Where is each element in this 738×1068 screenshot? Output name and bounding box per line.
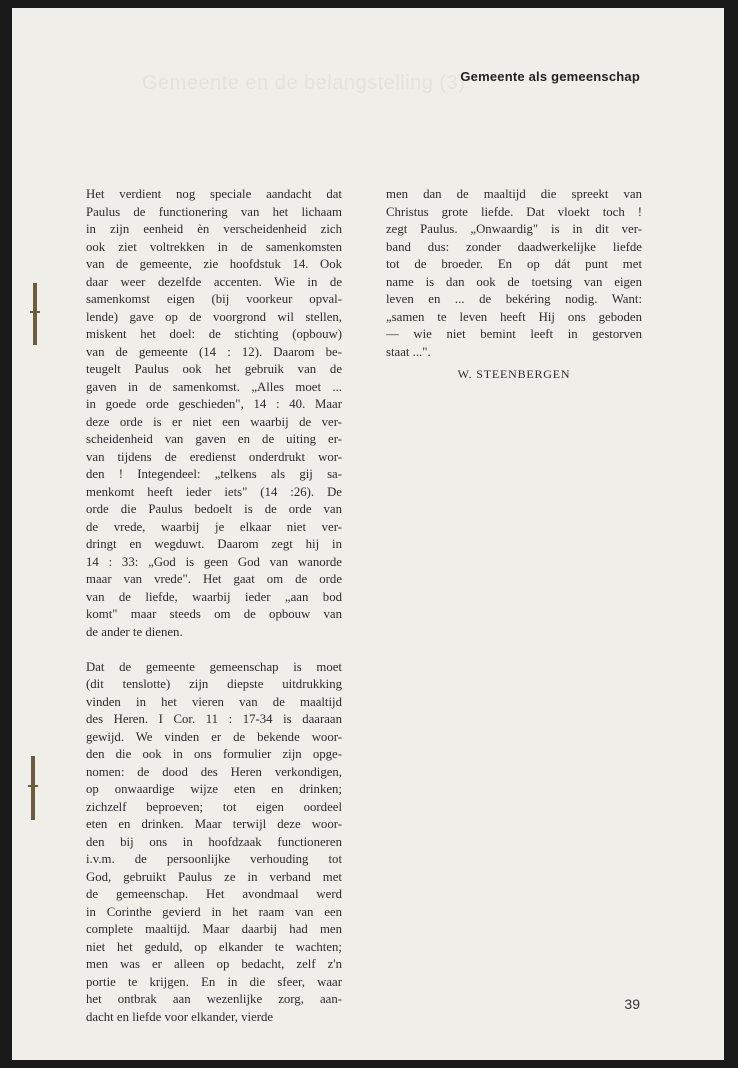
text-line: name is dan ook de toetsing van eigen — [386, 274, 642, 289]
text-line: vinden in het vieren van de maaltijd — [86, 694, 342, 709]
text-line: ook ziet voltrekken in de samenkomsten — [86, 239, 342, 254]
binding-thread — [31, 756, 35, 820]
text-line: Dat de gemeente gemeenschap is moet — [86, 659, 342, 674]
text-line: nomen: de dood des Heren verkondigen, — [86, 764, 342, 779]
text-line: van de gemeente (14 : 12). Daarom be- — [86, 344, 342, 359]
text-line: men was er alleen op bedacht, zelf z'n — [86, 957, 342, 971]
text-line: dringt en wegduwt. Daarom zegt hij in — [86, 537, 342, 551]
text-line: zichzelf beproeven; tot eigen oordeel — [86, 799, 342, 814]
text-line: portie te krijgen. En in die sfeer, waar — [86, 974, 342, 989]
text-line: de ander te dienen. — [86, 624, 183, 639]
text-line: — wie niet bemint leeft in gestorven — [386, 327, 642, 341]
paragraph — [86, 186, 342, 641]
right-column — [386, 186, 642, 361]
text-line: „samen te leven heeft Hij ons geboden — [386, 309, 642, 324]
document-page — [12, 8, 724, 1060]
text-line: gewijd. We vinden er de bekende woor- — [86, 729, 342, 744]
text-line: op onwaardige wijze eten en drinken; — [86, 782, 342, 796]
text-line: komt" maar steeds om de opbouw van — [86, 607, 342, 621]
text-line: den ! Integendeel: „telkens als gij sa- — [86, 467, 342, 481]
text-line: in zijn eenheid èn verscheidenheid zich — [86, 222, 342, 236]
text-line: samenkomst eigen (bij voorkeur opval- — [86, 292, 342, 306]
text-line: eten en drinken. Maar terwijl deze woor- — [86, 817, 342, 831]
text-line: den bij ons in hoofdzaak functioneren — [86, 834, 342, 849]
text-line: men dan de maaltijd die spreekt van — [386, 187, 642, 201]
text-line: (dit tenslotte) zijn diepste uitdrukking — [86, 677, 342, 691]
show-through-text: Gemeente en de belangstelling (3) — [142, 72, 466, 94]
text-line: in goede orde geschieden", 14 : 40. Maar — [86, 397, 342, 411]
text-line: menkomt heeft ieder iets" (14 :26). De — [86, 484, 342, 499]
text-line: de gemeenschap. Het avondmaal werd — [86, 887, 342, 901]
text-line: maar van vrede". Het gaat om de orde — [86, 572, 342, 586]
text-line: deze orde is er niet een waarbij de ver- — [86, 414, 342, 429]
text-line: van de gemeente, zie hoofdstuk 14. Ook — [86, 257, 342, 271]
binding-thread — [33, 283, 37, 345]
text-line: 14 : 33: „God is geen God van wanorde — [86, 554, 342, 569]
text-line: zegt Paulus. „Onwaardig" is in dit ver- — [386, 222, 642, 236]
text-line: dacht en liefde voor elkander, vierde — [86, 1009, 274, 1024]
text-line: teugelt Paulus ook het gebruik van de — [86, 362, 342, 376]
text-line: scheidenheid van gaven en de uiting er- — [86, 432, 342, 446]
text-line: orde die Paulus bedoelt is de orde van — [86, 502, 342, 516]
text-line: Het verdient nog speciale aandacht dat — [86, 187, 342, 201]
text-line: Paulus de functionering van het lichaam — [86, 204, 342, 219]
running-header: Gemeente als gemeenschap — [460, 69, 640, 84]
page-number: 39 — [624, 996, 640, 1012]
text-line: i.v.m. de persoonlijke verhouding tot — [86, 852, 342, 866]
paragraph — [86, 659, 342, 1027]
text-line: in Corinthe gevierd in het raam van een — [86, 904, 342, 919]
text-line: niet het geduld, op elkander te wachten; — [86, 939, 342, 954]
author-signature: W. STEENBERGEN — [457, 367, 571, 381]
text-line: band dus: zonder daadwerkelijke liefde — [386, 239, 642, 254]
text-line: van de liefde, waarbij ieder „aan bod — [86, 589, 342, 604]
text-line: de vrede, waarbij je elkaar niet ver- — [86, 519, 342, 534]
text-line: lende) gave op de voorgrond wil stellen, — [86, 309, 342, 324]
paragraph — [386, 186, 642, 361]
text-line: des Heren. I Cor. 11 : 17-34 is daaraan — [86, 712, 342, 726]
text-line: het ontbrak aan wezenlijke zorg, aan- — [86, 992, 342, 1006]
text-line: tot de broeder. En op dát punt met — [386, 257, 642, 271]
text-line: gaven in de samenkomst. „Alles moet ... — [86, 379, 342, 394]
text-line: God, gebruikt Paulus ze in verband met — [86, 869, 342, 884]
text-line: daar weer dezelfde accenten. Wie in de — [86, 274, 342, 289]
text-line: staat ...". — [386, 344, 431, 359]
text-line: leven en ... de bekéring nodig. Want: — [386, 292, 642, 306]
text-line: complete maaltijd. Maar daarbij had men — [86, 922, 342, 936]
text-line: van tijdens de eredienst onderdrukt wor- — [86, 449, 342, 464]
text-line: den die ook in ons formulier zijn opge- — [86, 747, 342, 761]
left-column — [86, 186, 342, 1026]
text-line: Christus grote liefde. Dat vloekt toch ! — [386, 204, 642, 219]
text-line: miskent het doel: de stichting (opbouw) — [86, 327, 342, 341]
